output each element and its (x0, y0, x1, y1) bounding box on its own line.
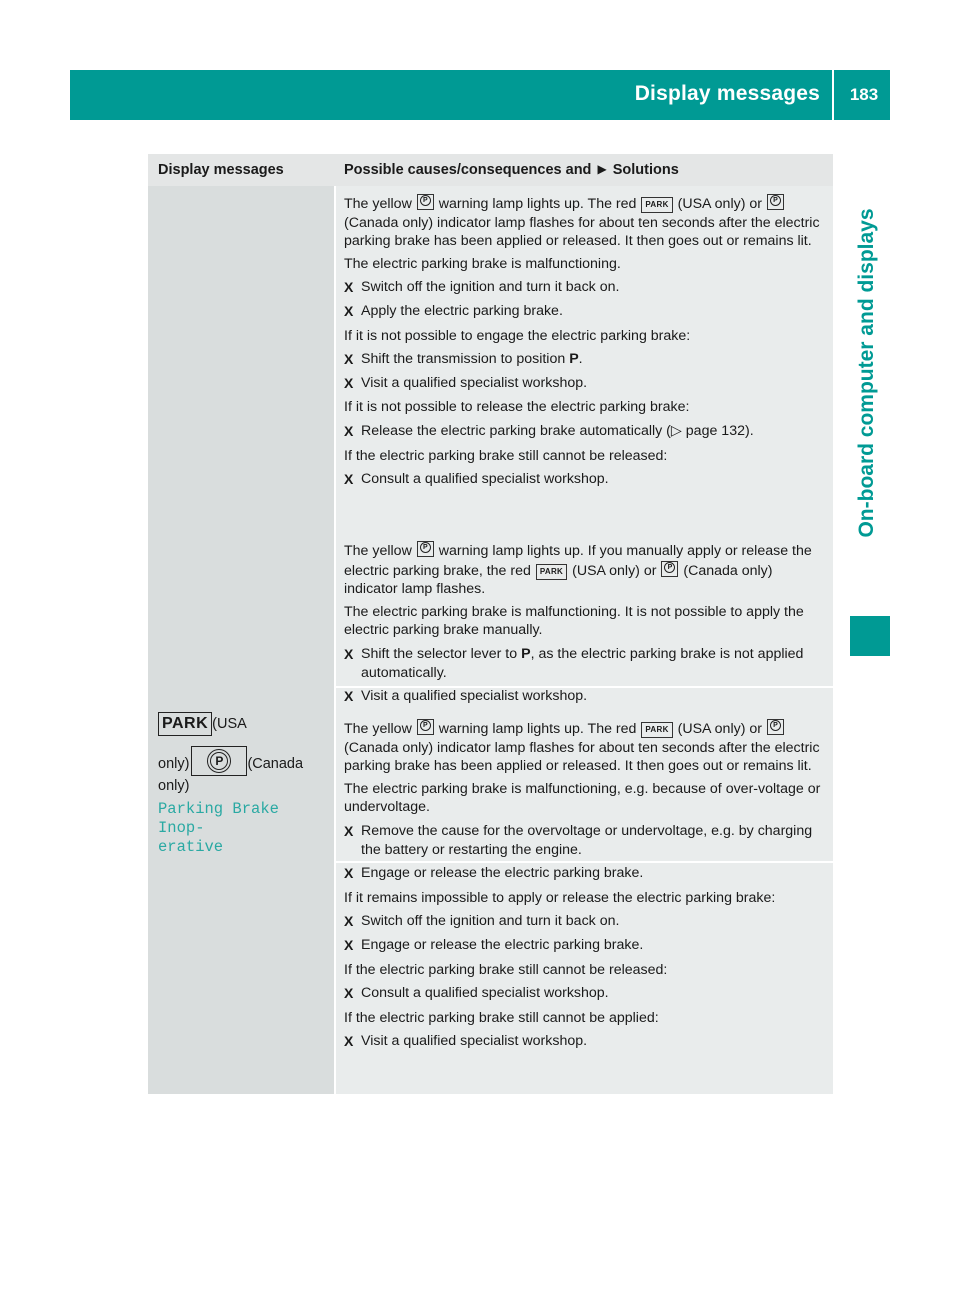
step-text: Engage or release the electric parking brake. (361, 936, 644, 953)
paragraph: If the electric parking brake still cannot be released: (344, 447, 668, 464)
step (344, 470, 826, 489)
step (344, 350, 826, 369)
step-text: Visit a qualified specialist workshop. (361, 688, 588, 705)
paragraph: The electric parking brake is malfunctioning. It is not possible to apply the electric parking brake manually. (344, 603, 804, 639)
step-marker-icon: X (344, 985, 354, 1002)
text: (USA only) (677, 196, 746, 212)
paragraph: If it remains impossible to apply or release the electric parking brake: (344, 889, 776, 906)
parking-brake-indicator-icon (767, 719, 784, 735)
step-marker-icon: X (344, 471, 354, 488)
text: or (749, 196, 762, 212)
section-marker-block (850, 616, 890, 656)
text: The yellow (344, 721, 412, 737)
page-header (70, 70, 890, 120)
paragraph: If the electric parking brake still cannot be released: (344, 961, 668, 978)
text: warning lamp lights up. If you manually apply or release the electric parking brake, the red (344, 543, 812, 579)
paragraph: If the electric parking brake still cannot be applied: (344, 1009, 659, 1026)
step (344, 374, 826, 393)
row-3-content (344, 719, 826, 1055)
step-marker-icon: X (344, 865, 354, 882)
paragraph (344, 194, 826, 251)
solution-arrow-icon: ▶ (597, 162, 607, 176)
position-p: P (521, 645, 531, 662)
usa-label: (USA (212, 716, 247, 732)
paragraph: If it is not possible to release the electric parking brake: (344, 399, 690, 416)
step (344, 645, 826, 682)
paragraph: If it is not possible to engage the electric parking brake: (344, 327, 691, 344)
display-message-text (158, 800, 330, 857)
step-marker-icon: X (344, 374, 354, 391)
step (344, 864, 826, 883)
step (344, 687, 826, 706)
section-side-label-text: On-board computer and displays (854, 208, 878, 538)
parking-brake-indicator-icon (191, 746, 247, 776)
park-icon: PARK (641, 197, 672, 213)
park-icon: PARK (536, 564, 567, 580)
display-message-column (148, 186, 334, 1094)
step-text: Visit a qualified specialist workshop. (361, 1033, 588, 1050)
table-header-row (148, 154, 833, 186)
parking-brake-warning-icon (417, 541, 434, 557)
row-1-content (344, 194, 826, 493)
step-marker-icon: X (344, 1033, 354, 1050)
step (344, 936, 826, 955)
paragraph: The electric parking brake is malfunctioning. (344, 255, 621, 272)
paragraph (344, 541, 826, 599)
display-message-cell (158, 712, 330, 857)
step-text: Consult a qualified specialist workshop. (361, 985, 609, 1002)
step-marker-icon: X (344, 645, 354, 662)
display-messages-table (148, 154, 833, 1094)
parking-brake-warning-icon (417, 194, 434, 210)
parking-brake-indicator-icon (661, 561, 678, 577)
column-header-causes-solutions (344, 162, 679, 178)
paragraph (344, 719, 826, 776)
position-p: P (569, 351, 579, 368)
step-marker-icon: X (344, 913, 354, 930)
step-text: Visit a qualified specialist workshop. (361, 374, 588, 391)
parking-brake-warning-icon (417, 719, 434, 735)
step-marker-icon: X (344, 351, 354, 368)
parking-brake-indicator-icon (767, 194, 784, 210)
section-side-label (843, 138, 890, 608)
header-divider (832, 70, 834, 120)
step-marker-icon: X (344, 279, 354, 296)
text: or (749, 721, 762, 737)
text: (USA only) or (572, 562, 657, 579)
step-text: Shift the transmission to position (361, 351, 566, 368)
page-reference-link[interactable]: page 132). (685, 422, 754, 439)
text: (USA only) (677, 721, 746, 737)
step-text: Engage or release the electric parking brake. (361, 865, 644, 882)
step-text: . (578, 351, 583, 368)
step-marker-icon: X (344, 302, 354, 319)
step-text: , as the electric parking brake is not applied automatically. (361, 645, 804, 681)
row-2-content (344, 541, 826, 710)
usa-only-label: only) (158, 756, 190, 772)
paragraph: The electric parking brake is malfunctioning, e.g. because of over-voltage or undervoltage. (344, 780, 821, 816)
step (344, 278, 826, 297)
text: (Canada only) indicator lamp flashes for about ten seconds after the electric parking brake has been applied or released. It then goes out or remains lit. (344, 739, 820, 775)
step-text: Shift the selector lever to (361, 645, 518, 662)
page-title: Display messages (634, 82, 820, 105)
step (344, 302, 826, 321)
text: warning lamp lights up. The red (438, 196, 637, 212)
step-text: Switch off the ignition and turn it back on. (361, 279, 620, 296)
park-indicator-icon: PARK (158, 712, 212, 736)
text: The yellow (344, 196, 412, 212)
step-text: Apply the electric parking brake. (361, 302, 563, 319)
display-message-line: Parking Brake Inop‐ (158, 800, 279, 837)
column-header-causes-text: Possible causes/consequences and (344, 162, 592, 178)
step-marker-icon: X (344, 936, 354, 953)
step-marker-icon: X (344, 822, 354, 839)
display-message-line: erative (158, 838, 224, 856)
column-header-display-messages: Display messages (158, 162, 284, 178)
park-icon: PARK (641, 722, 672, 738)
text: The yellow (344, 543, 412, 559)
text: (Canada only) indicator lamp flashes. (344, 562, 773, 598)
page-ref-arrow-icon: ▷ (670, 422, 682, 439)
step (344, 984, 826, 1003)
page-number: 183 (849, 85, 879, 104)
step-marker-icon: X (344, 422, 354, 439)
step-text: Remove the cause for the overvoltage or undervoltage, e.g. by charging the battery or restarting the engine. (361, 822, 813, 858)
step (344, 822, 826, 859)
step-marker-icon: X (344, 688, 354, 705)
step-text: Consult a qualified specialist workshop. (361, 471, 609, 488)
canada-label: (Canada (247, 756, 304, 772)
canada-only-label: only) (158, 778, 190, 794)
step (344, 1032, 826, 1051)
step-text: Switch off the ignition and turn it back on. (361, 913, 620, 930)
step (344, 422, 826, 441)
column-header-solutions-text: Solutions (612, 162, 679, 178)
step (344, 912, 826, 931)
step-text: Release the electric parking brake automatically ( (361, 422, 671, 439)
text: warning lamp lights up. The red (438, 721, 637, 737)
text: (Canada only) indicator lamp flashes for about ten seconds after the electric parking brake has been applied or released. It then goes out or remains lit. (344, 214, 820, 250)
